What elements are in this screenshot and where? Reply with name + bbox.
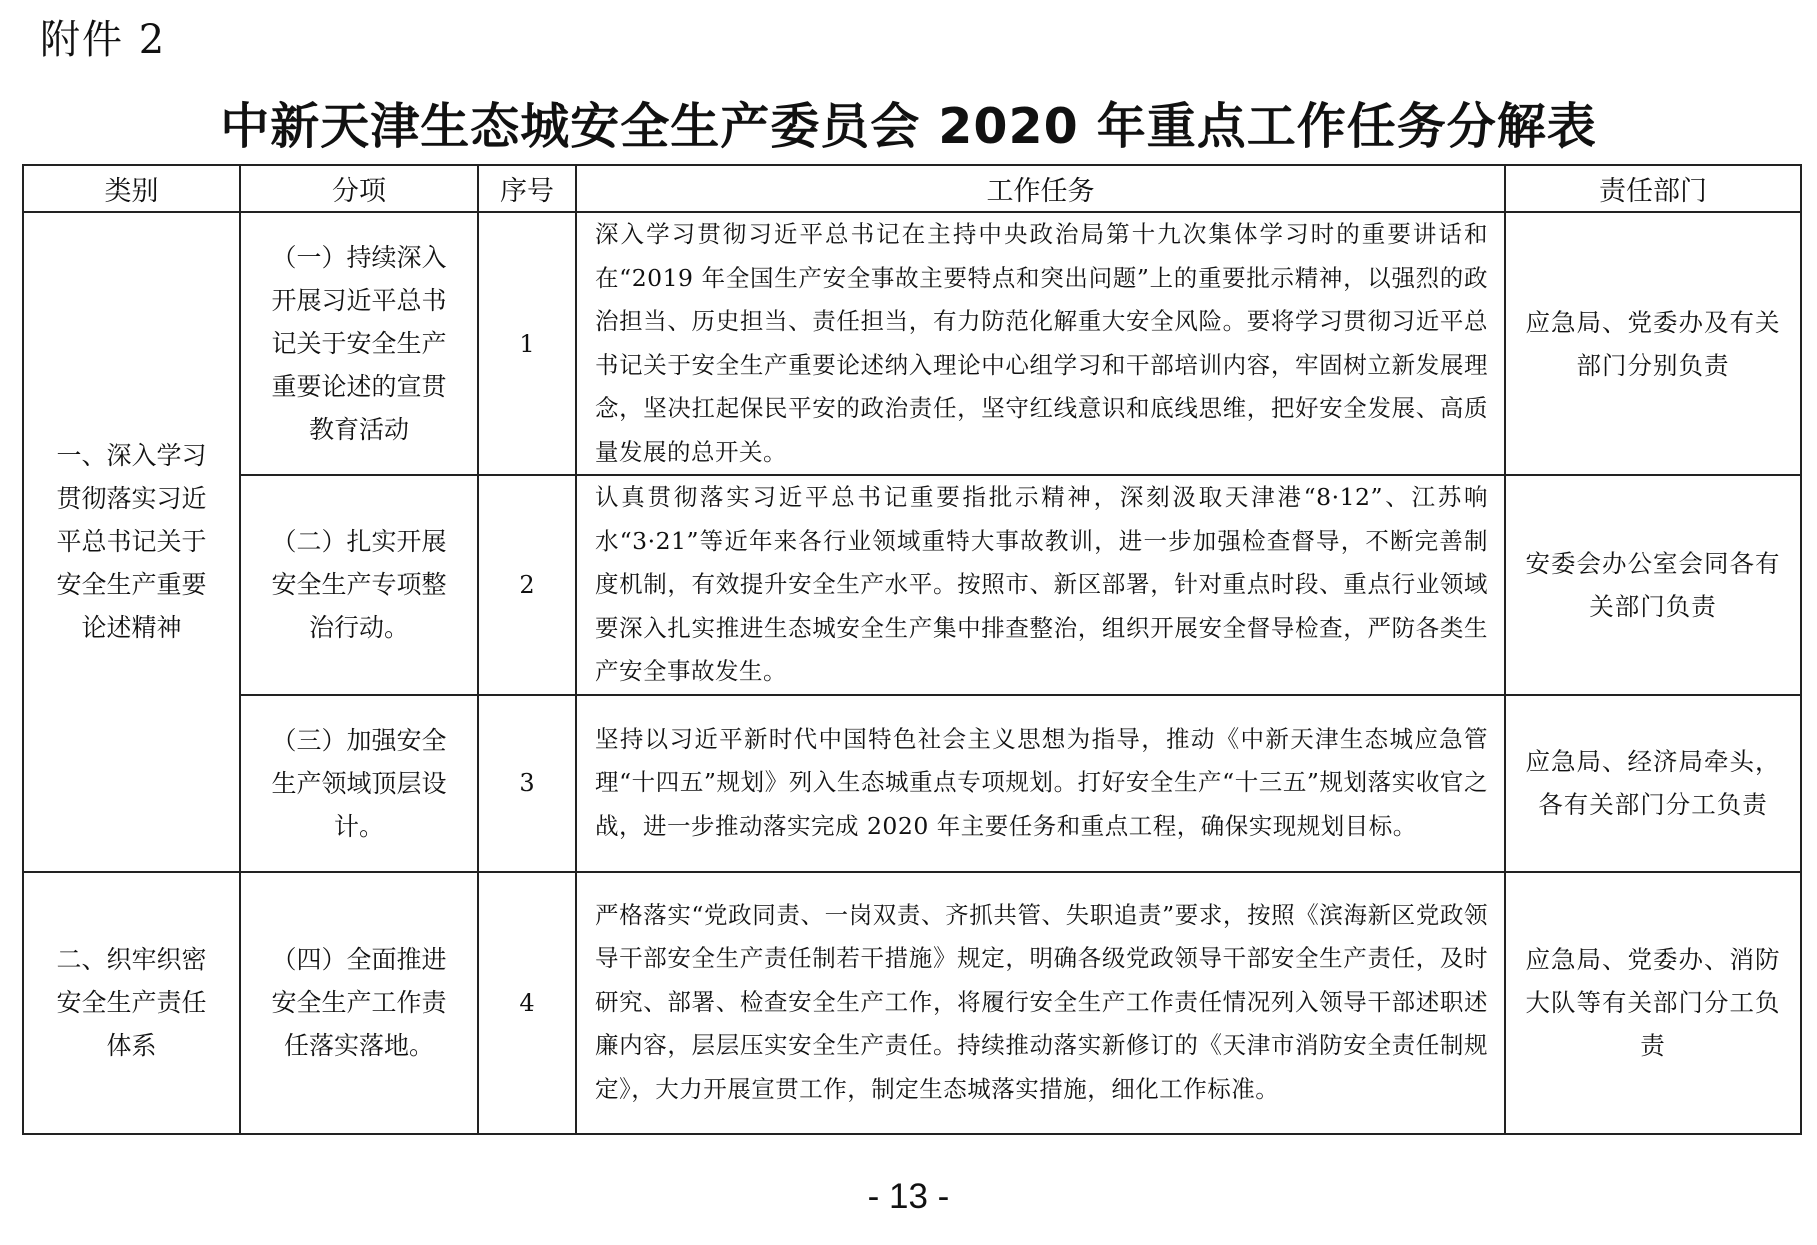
table-row <box>23 212 1801 475</box>
document-title: 中新天津生态城安全生产委员会 2020 年重点工作任务分解表 <box>220 98 1597 155</box>
dept-cell: 安委会办公室会同各有关部门负责 <box>1505 475 1801 695</box>
task-cell: 认真贯彻落实习近平总书记重要指批示精神，深刻汲取天津港“8·12”、江苏响水“3·21”等近年来各行业领域重特大事故教训，进一步加强检查督导，不断完善制度机制，有效提升安全生产水平。按照市、新区部署，针对重点时段、重点行业领域要深入扎实推进生态城安全生产集中排查整治，组织开展安全督导检查，严防各类生产安全事故发生。 <box>576 475 1505 695</box>
subitem-cell <box>240 872 478 1134</box>
subitem-cell <box>240 475 478 695</box>
subitem-cell <box>240 212 478 475</box>
table-row <box>23 695 1801 872</box>
dept-cell: 应急局、党委办及有关部门分别负责 <box>1505 212 1801 475</box>
task-cell: 严格落实“党政同责、一岗双责、齐抓共管、失职追责”要求，按照《滨海新区党政领导干部安全生产责任制若干措施》规定，明确各级党政领导干部安全生产责任，及时研究、部署、检查安全生产工作，将履行安全生产工作责任情况列入领导干部述职述廉内容，层层压实安全生产责任。持续推动落实新修订的《天津市消防安全责任制规定》，大力开展宣贯工作，制定生态城落实措施，细化工作标准。 <box>576 872 1505 1134</box>
header-dept: 责任部门 <box>1505 165 1801 212</box>
task-cell: 深入学习贯彻习近平总书记在主持中央政治局第十九次集体学习时的重要讲话和在“2019 年全国生产安全事故主要特点和突出问题”上的重要批示精神，以强烈的政治担当、历史担当、责任担当，有力防范化解重大安全风险。要将学习贯彻习近平总书记关于安全生产重要论述纳入理论中心组学习和干部培训内容，牢固树立新发展理念，坚决扛起保民平安的政治责任，坚守红线意识和底线思维，把好安全发展、高质量发展的总开关。 <box>576 212 1505 475</box>
subitem-text: （三）加强安全生产领域顶层设计。 <box>271 725 447 841</box>
page-number: - 13 - <box>867 1177 950 1216</box>
subitem-cell <box>240 695 478 872</box>
dept-cell: 应急局、党委办、消防大队等有关部门分工负责 <box>1505 872 1801 1134</box>
task-cell: 坚持以习近平新时代中国特色社会主义思想为指导，推动《中新天津生态城应急管理“十四五”规划》列入生态城重点专项规划。打好安全生产“十三五”规划落实收官之战，进一步推动落实完成 2020 年主要任务和重点工程，确保实现规划目标。 <box>576 695 1505 872</box>
seq-cell: 4 <box>478 872 576 1134</box>
header-subitem: 分项 <box>240 165 478 212</box>
header-category: 类别 <box>23 165 240 212</box>
subitem-text: （二）扎实开展安全生产专项整治行动。 <box>271 527 447 643</box>
seq-cell: 2 <box>478 475 576 695</box>
subitem-text: （一）持续深入开展习近平总书记关于安全生产重要论述的宣贯教育活动 <box>271 243 447 444</box>
table-header-row <box>23 165 1801 212</box>
category-cell <box>23 212 240 872</box>
table-row <box>23 872 1801 1134</box>
subitem-text: （四）全面推进安全生产工作责任落实落地。 <box>271 945 447 1060</box>
dept-cell: 应急局、经济局牵头，各有关部门分工负责 <box>1505 695 1801 872</box>
table-row <box>23 475 1801 695</box>
category-text: 二、织牢织密安全生产责任体系 <box>56 945 207 1060</box>
attachment-label: 附件 2 <box>40 17 167 63</box>
task-breakdown-table <box>22 164 1802 1135</box>
category-cell <box>23 872 240 1134</box>
header-task: 工作任务 <box>576 165 1505 212</box>
seq-cell: 3 <box>478 695 576 872</box>
category-text: 一、深入学习贯彻落实习近平总书记关于安全生产重要论述精神 <box>56 441 207 643</box>
header-seq: 序号 <box>478 165 576 212</box>
seq-cell: 1 <box>478 212 576 475</box>
